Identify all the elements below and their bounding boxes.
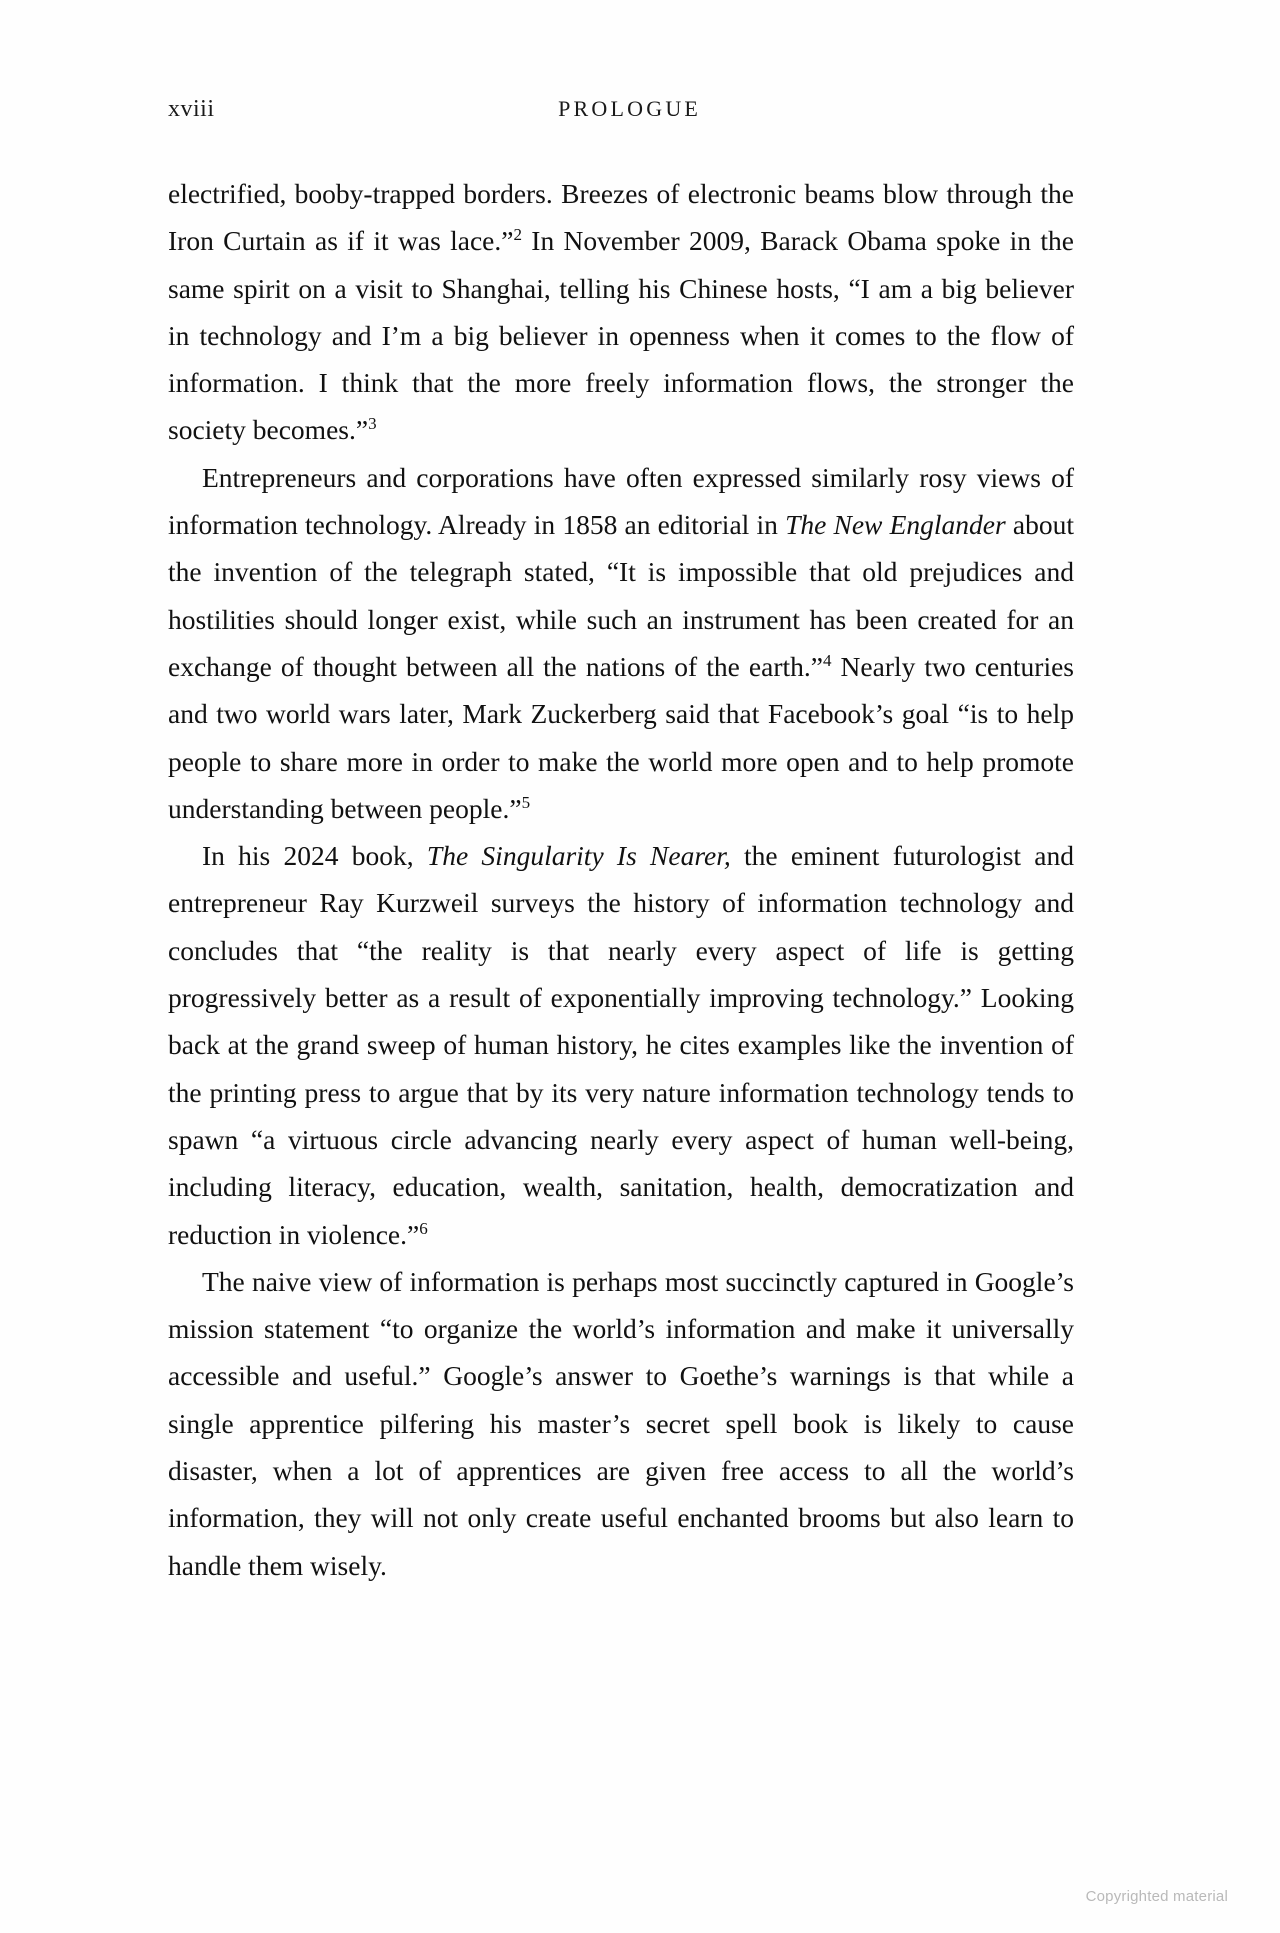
paragraph: Entrepreneurs and corporations have often expressed similarly rosy views of information technology. Already in 1858 an editorial in The New Englander about the invention of the telegraph stated, “It is impossible that old prejudices and hostilities should longer exist, while such an instrument has been created for an exchange of thought between all the nations of the earth.”$^4$ Nearly two centuries and two world wars later, Mark Zuckerberg said that Facebook’s goal “is to help people to share more in order to make the world more open and to help promote understanding between people.”$^5$: [168, 461, 1075, 824]
footnote-reference[interactable]: 6: [419, 1218, 428, 1238]
paragraph: electrified, booby-trapped borders. Breezes of electronic beams blow through the Iron Curtain as if it was lace.”$^2$ In November 2009, Barack Obama spoke in the same spirit on a visit to Shanghai, telling his Chinese hosts, “I am a big believer in technology and I’m a big believer in openness when it comes to the flow of information. I think that the more freely information flows, the stronger the society becomes.”$^3$: [168, 178, 1074, 446]
body-text-block: [168, 170, 1074, 1589]
footnote-reference[interactable]: 2: [513, 225, 522, 245]
italic-title: The New Englander: [785, 509, 1006, 541]
page-number: xviii: [168, 96, 215, 122]
paragraph: The naive view of information is perhaps most succinctly captured in Google’s mission statement “to organize the world’s information and make it universally accessible and useful.” Google’s answer to Goethe’s warnings is that while a single apprentice pilfering his master’s secret spell book is likely to cause disaster, when a lot of apprentices are given free access to all the world’s information, they will not only create useful enchanted brooms but also learn to handle them wisely.: [168, 1265, 1074, 1581]
footnote-reference[interactable]: 5: [521, 792, 531, 812]
italic-title: The Singularity Is Nearer,: [426, 840, 731, 872]
running-head: [168, 96, 1088, 126]
footnote-reference[interactable]: 4: [822, 650, 832, 670]
footnote-reference[interactable]: 3: [368, 414, 377, 434]
chapter-running-title: PROLOGUE: [558, 96, 702, 121]
paragraph: In his 2024 book, The Singularity Is Nearer, the eminent futurologist and entrepreneur Ray Kurzweil surveys the history of information technology and concludes that “the reality is that nearly every aspect of life is getting progressively better as a result of exponentially improving technology.” Looking back at the grand sweep of human history, he cites examples like the invention of the printing press to argue that by its very nature information technology tends to spawn “a virtuous circle advancing nearly every aspect of human well-being, including literacy, education, wealth, sanitation, health, democratization and reduction in violence.”$^6$: [168, 840, 1075, 1250]
copyright-watermark: Copyrighted material: [1085, 1888, 1228, 1905]
